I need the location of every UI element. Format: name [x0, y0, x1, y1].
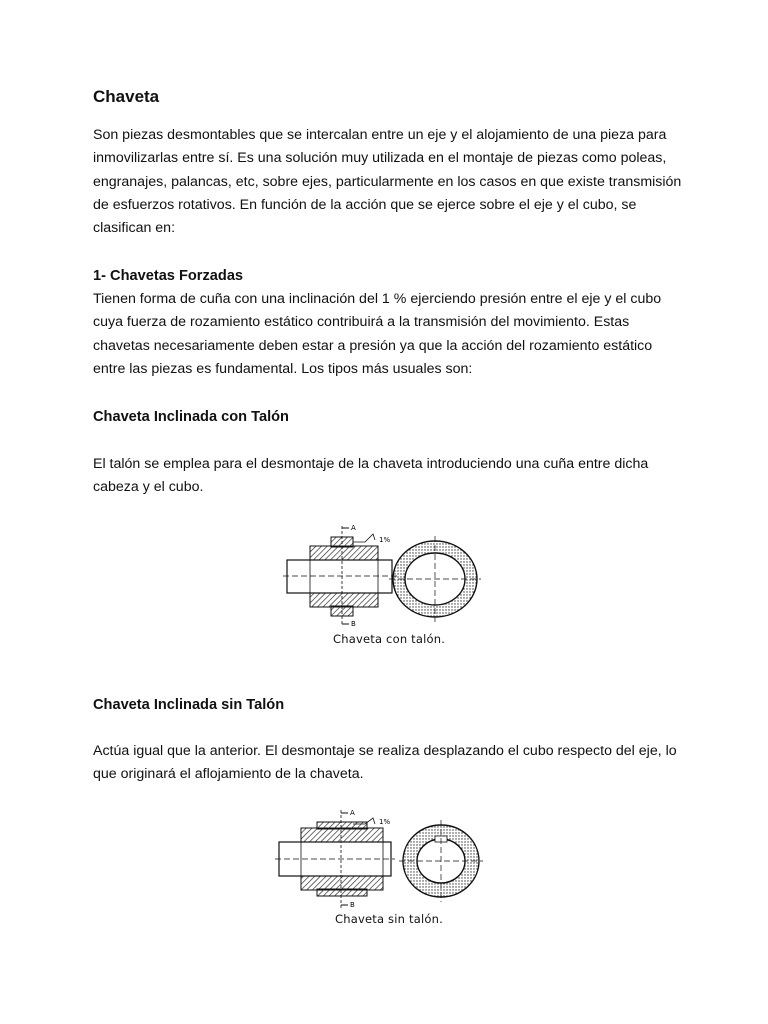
- intro-paragraph: Son piezas desmontables que se intercalan entre un eje y el alojamiento de una pieza para inmovilizarlas entre sí. Es una solución muy utilizada en el montaje de piezas como poleas, engranajes, palancas, etc, sobre ejes, particularmente en los casos en que existe transmisión de esfuerzos rotativos. En función de la acción que se ejerce sobre el eje y el cubo, se clasifican en:: [93, 127, 682, 237]
- section-label-b: B: [350, 901, 355, 909]
- section-label-a: A: [351, 524, 356, 532]
- section-label-a: A: [350, 809, 355, 817]
- figure-chaveta-con-talon: [283, 522, 483, 646]
- subsection-heading-sin-talon: Chaveta Inclinada sin Talón: [93, 697, 285, 713]
- subsection-paragraph-con-talon: El talón se emplea para el desmontaje de la chaveta introduciendo una cuña entre dicha cabeza y el cubo.: [93, 456, 649, 496]
- key-without-heel-diagram: [275, 808, 485, 912]
- subsection-paragraph-sin-talon: Actúa igual que la anterior. El desmontaje se realiza desplazando el cubo respecto del eje, lo que originará el aflojamiento de la chaveta.: [93, 743, 677, 783]
- page-title: Chaveta: [93, 87, 160, 106]
- figure-chaveta-sin-talon: [275, 808, 485, 926]
- figure-caption: Chaveta con talón.: [333, 632, 446, 646]
- section-label-b: B: [351, 620, 356, 628]
- slope-label: 1%: [379, 536, 391, 544]
- figure-caption: Chaveta sin talón.: [335, 912, 443, 926]
- section-paragraph-chavetas-forzadas: Tienen forma de cuña con una inclinación del 1 % ejerciendo presión entre el eje y el cubo cuya fuerza de rozamiento estático contribuirá a la transmisión del movimiento. Estas chavetas necesariamente deben estar a presión ya que la acción del rozamiento estático entre las piezas es fundamental. Los tipos más usuales son:: [93, 291, 662, 377]
- subsection-heading-con-talon: Chaveta Inclinada con Talón: [93, 409, 289, 425]
- section-heading-chavetas-forzadas: 1- Chavetas Forzadas: [93, 268, 244, 284]
- slope-label: 1%: [379, 818, 391, 826]
- key-with-heel-diagram: [283, 522, 483, 630]
